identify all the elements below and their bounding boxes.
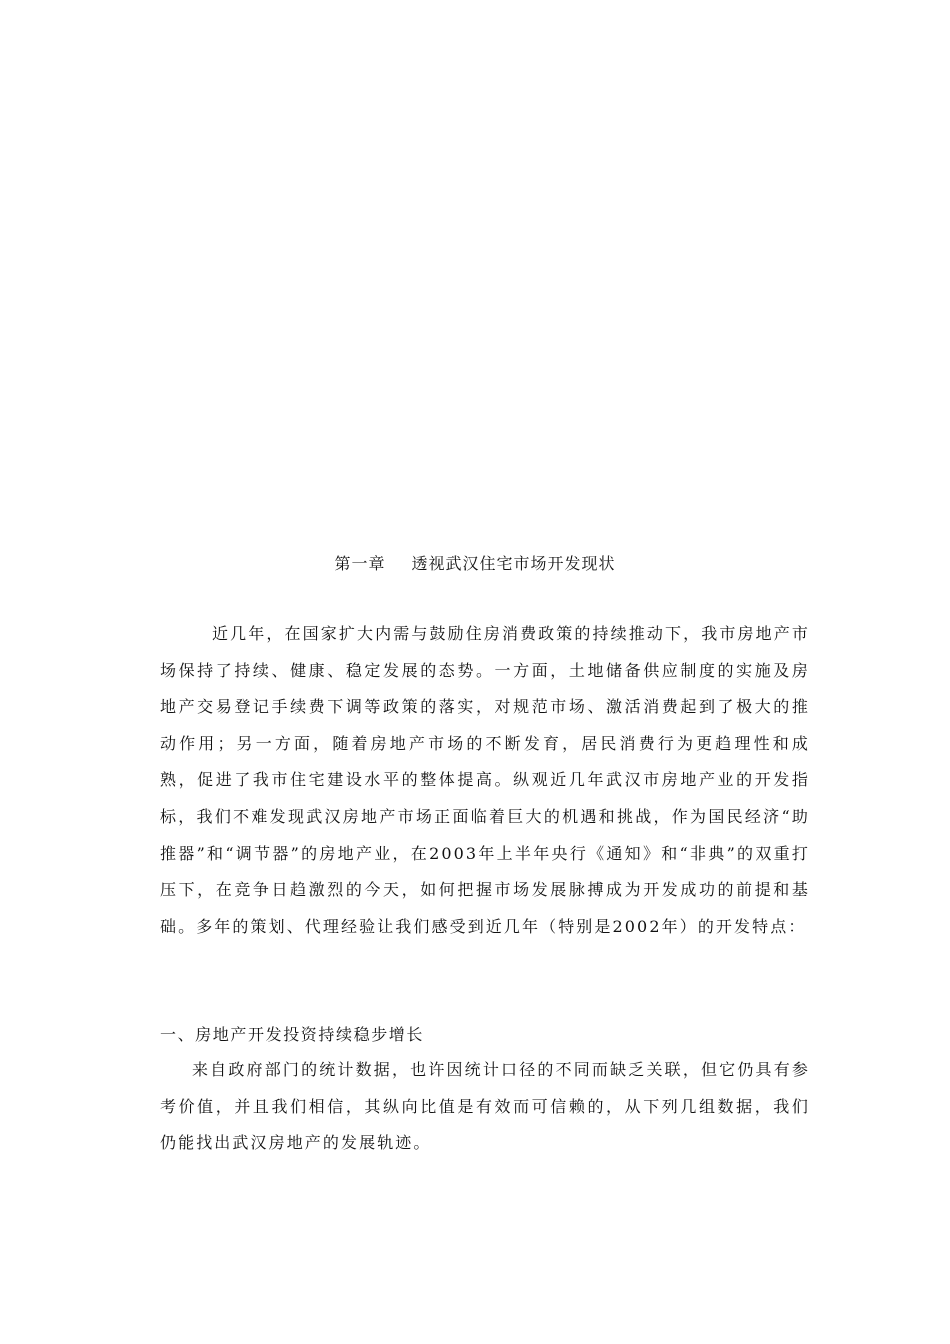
- section-paragraph: 来自政府部门的统计数据，也许因统计口径的不同而缺乏关联，但它仍具有参考价值，并且我们相信，其纵向比值是有效而可信赖的，从下列几组数据，我们仍能找出武汉房地产的发展轨迹。: [160, 1060, 810, 1153]
- chapter-title: [0, 552, 950, 576]
- chapter-heading: 透视武汉住宅市场开发现状: [411, 554, 616, 573]
- intro-paragraph: 近几年，在国家扩大内需与鼓励住房消费政策的持续推动下，我市房地产市场保持了持续、健康、稳定发展的态势。一方面，土地储备供应制度的实施及房地产交易登记手续费下调等政策的落实，对规范市场、激活消费起到了极大的推动作用；另一方面，随着房地产市场的不断发育，居民消费行为更趋理性和成熟，促进了我市住宅建设水平的整体提高。纵观近几年武汉市房地产业的开发指标，我们不难发现武汉房地产市场正面临着巨大的机遇和挑战，作为国民经济“助推器”和“调节器”的房地产业，在2003年上半年央行《通知》和“非典”的双重打压下，在竞争日趋激烈的今天，如何把握市场发展脉搏成为开发成功的前提和基础。多年的策划、代理经验让我们感受到近几年（特别是2002年）的开发特点：: [160, 624, 810, 936]
- section-heading: 一、房地产开发投资持续稳步增长: [160, 1025, 425, 1044]
- chapter-number: 第一章: [334, 554, 386, 573]
